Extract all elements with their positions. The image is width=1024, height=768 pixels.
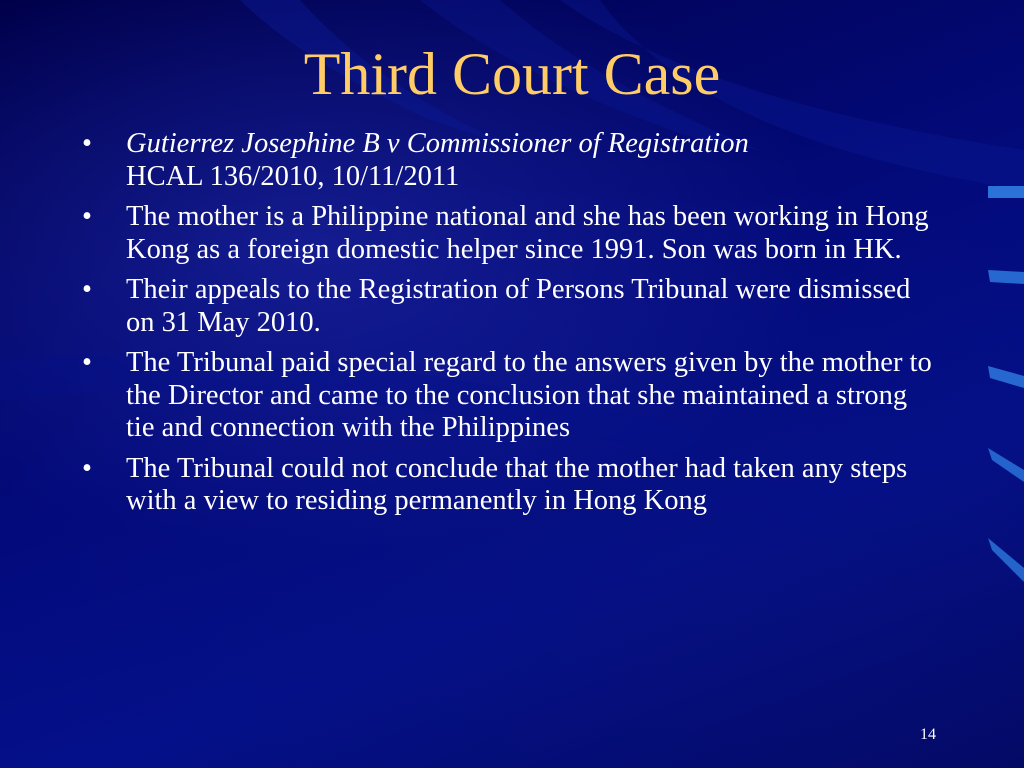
bullet-icon: •: [82, 347, 92, 378]
case-citation: HCAL 136/2010, 10/11/2011: [126, 160, 460, 192]
bullet-icon: •: [82, 201, 92, 232]
bullet-text: Their appeals to the Registration of Persons Tribunal were dismissed on 31 May 2010.: [126, 274, 911, 338]
bullet-text: The Tribunal paid special regard to the answers given by the mother to the Director and came to the conclusion that she maintained a strong tie and connection with the Philippines: [126, 347, 932, 443]
bullet-icon: •: [82, 452, 92, 484]
bullet-icon: •: [82, 274, 92, 305]
case-name: Gutierrez Josephine B v Commissioner of Registration: [126, 128, 749, 159]
accent-stripe: [988, 538, 1024, 582]
slide-number: 14: [920, 726, 936, 743]
bullet-text: The mother is a Philippine national and she has been working in Hong Kong as a foreign domestic helper since 1991. Son was born in HK.: [126, 201, 929, 265]
accent-stripe: [988, 366, 1024, 388]
bullet-list: [82, 128, 942, 526]
list-item: [82, 347, 942, 445]
list-item: [82, 453, 942, 518]
accent-stripe: [988, 186, 1024, 198]
list-item: [82, 201, 942, 266]
bullet-icon: •: [82, 128, 92, 159]
list-item: [82, 128, 942, 193]
slide-title: Third Court Case: [303, 41, 721, 107]
accent-stripe: [988, 270, 1024, 284]
list-item: [82, 274, 942, 339]
accent-stripe: [988, 448, 1024, 482]
bullet-text: The Tribunal could not conclude that the mother had taken any steps with a view to residing permanently in Hong Kong: [126, 452, 908, 516]
